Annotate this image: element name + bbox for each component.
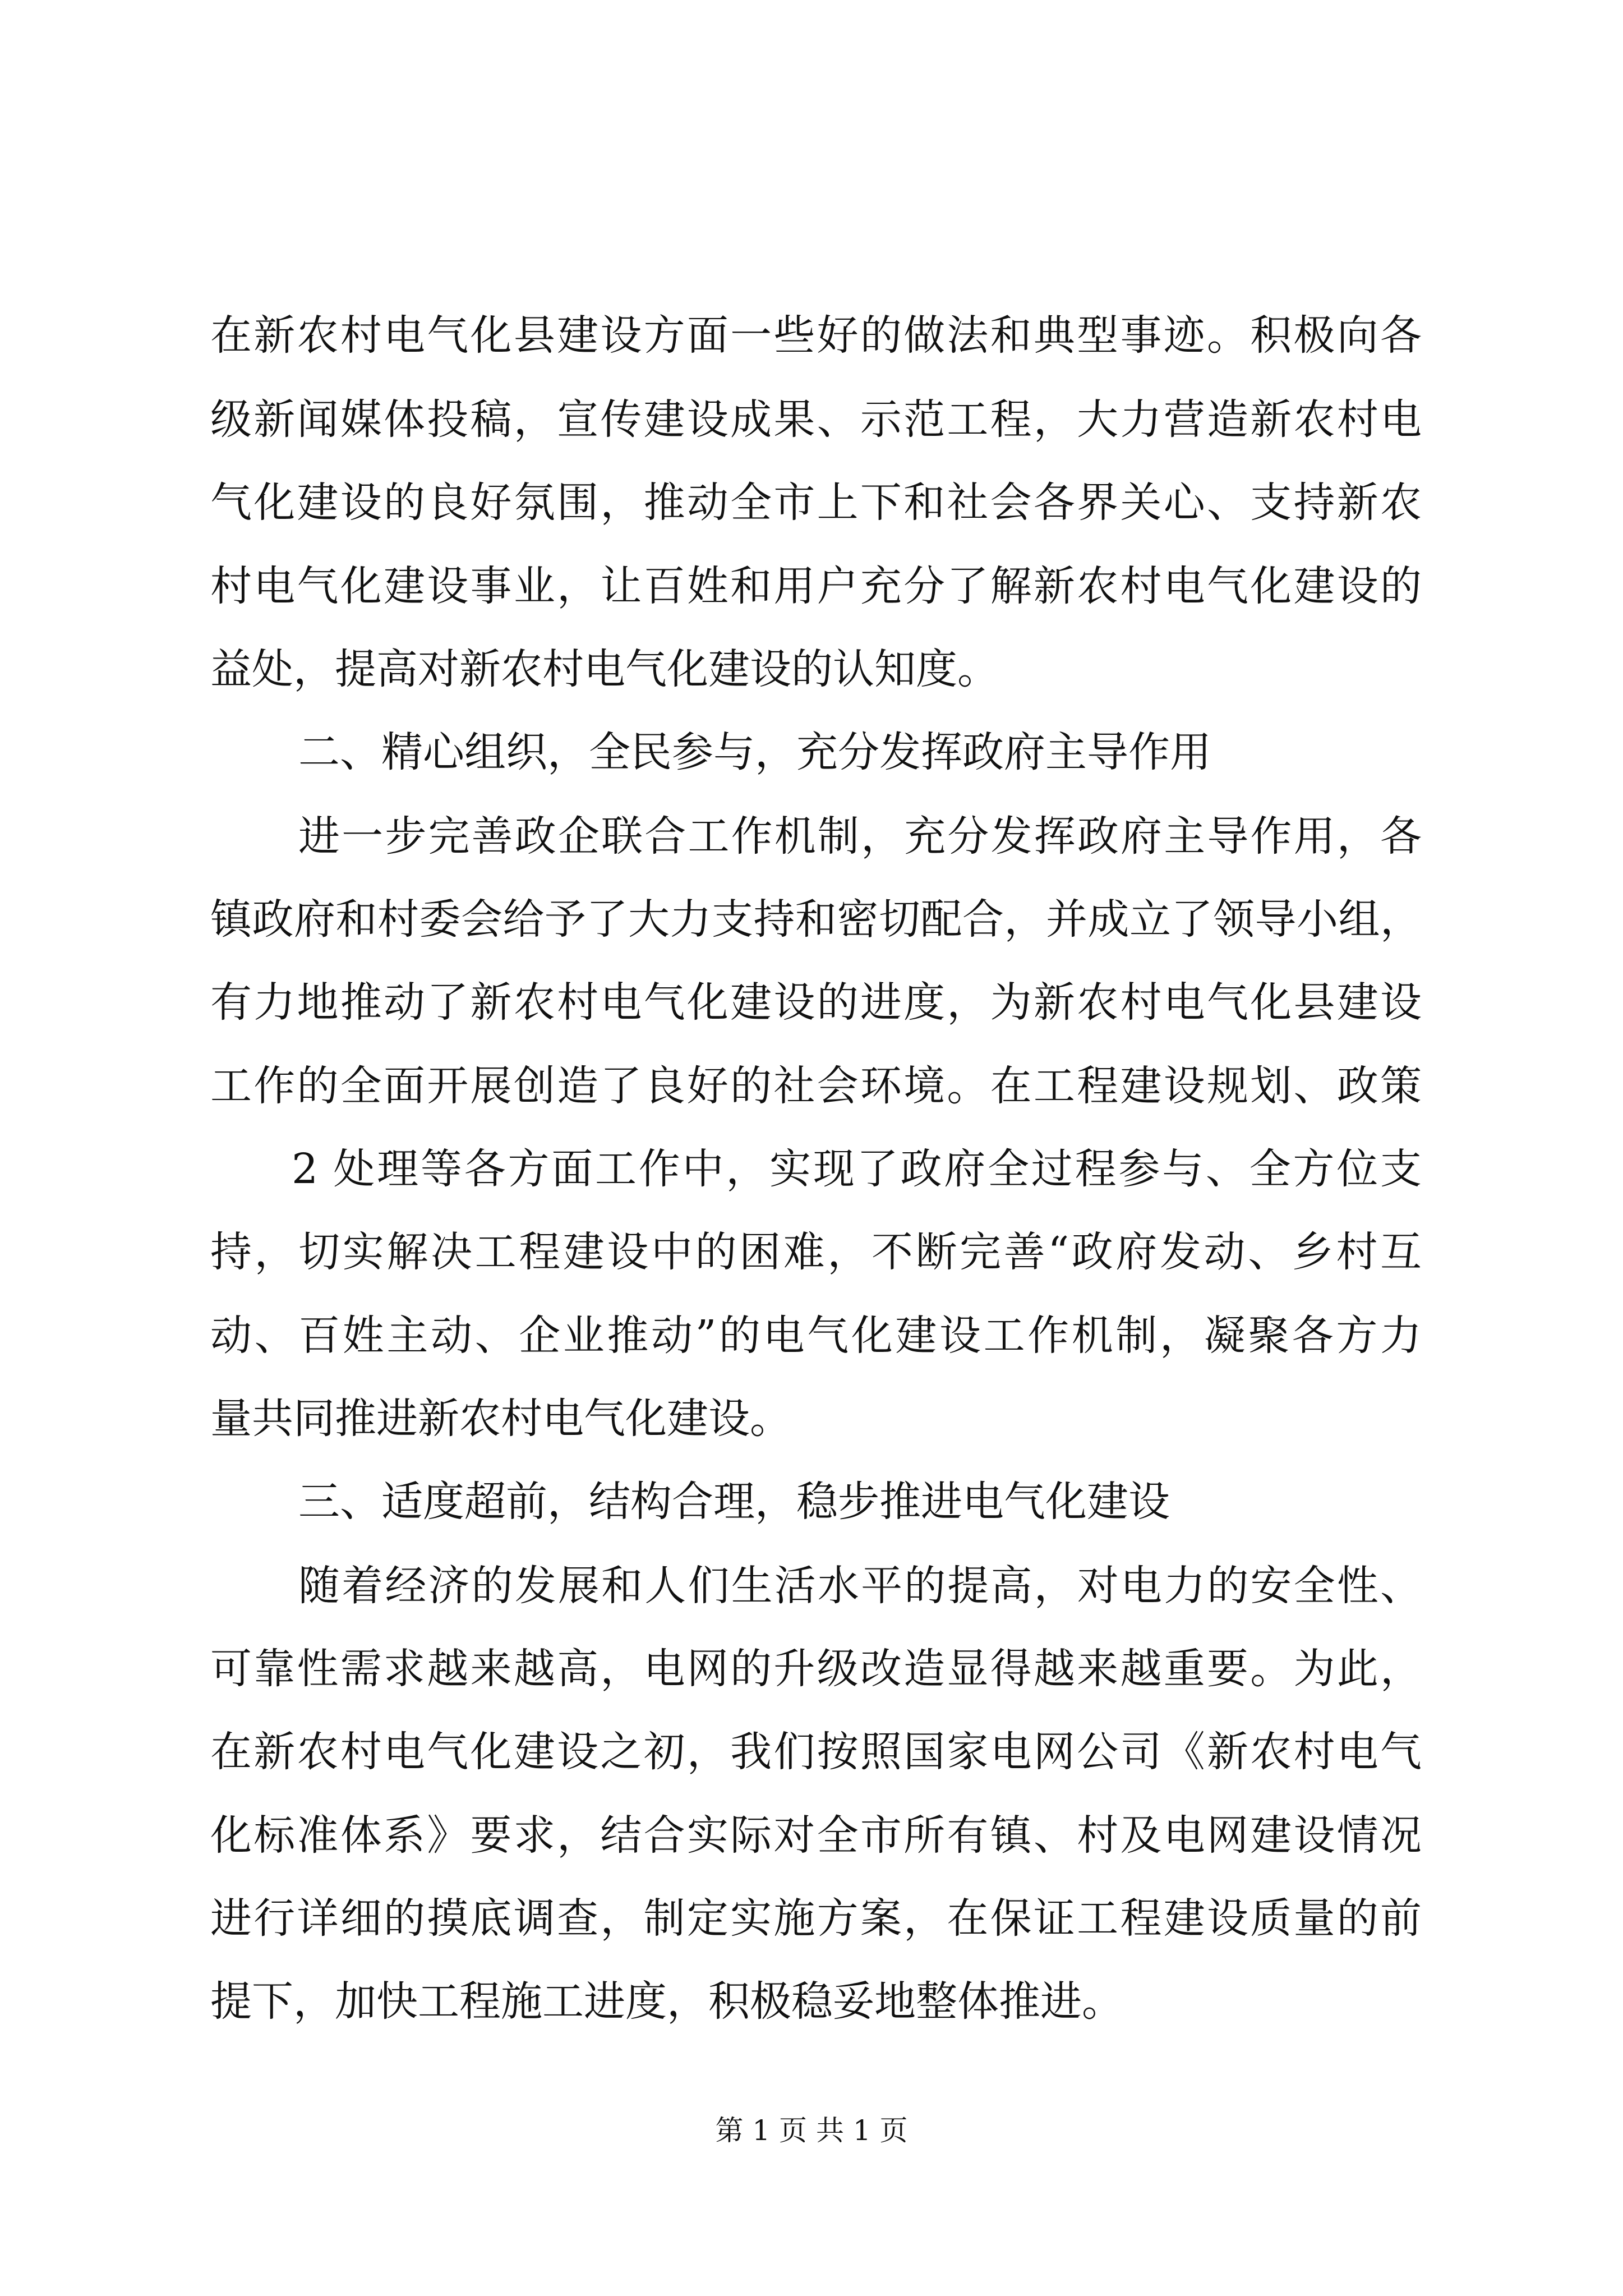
paragraph-line: 在新农村电气化建设之初，我们按照国家电网公司《新农村电气	[210, 1728, 1422, 1776]
paragraph-line: 有力地推动了新农村电气化建设的进度，为新农村电气化县建设	[210, 978, 1422, 1027]
paragraph-line: 可靠性需求越来越高，电网的升级改造显得越来越重要。为此，	[210, 1645, 1422, 1693]
paragraph-line: 持，切实解决工程建设中的困难，不断完善“政府发动、乡村互	[210, 1228, 1422, 1276]
paragraph-line: 村电气化建设事业，让百姓和用户充分了解新农村电气化建设的	[210, 562, 1422, 610]
paragraph-line: 化标准体系》要求，结合实际对全市所有镇、村及电网建设情况	[210, 1811, 1422, 1860]
paragraph-line: 级新闻媒体投稿，宣传建设成果、示范工程，大力营造新农村电	[210, 395, 1422, 444]
paragraph-line: 提下，加快工程施工进度，积极稳妥地整体推进。	[210, 1977, 1123, 2026]
paragraph-line: 工作的全面开展创造了良好的社会环境。在工程建设规划、政策	[210, 1062, 1422, 1110]
paragraph-line: 量共同推进新农村电气化建设。	[210, 1395, 791, 1443]
paragraph-line: 2 处理等各方面工作中，实现了政府全过程参与、全方位支	[292, 1145, 1422, 1193]
paragraph-line: 气化建设的良好氛围，推动全市上下和社会各界关心、支持新农	[210, 478, 1422, 527]
paragraph-line: 随着经济的发展和人们生活水平的提高，对电力的安全性、	[298, 1562, 1422, 1610]
paragraph-line: 动、百姓主动、企业推动”的电气化建设工作机制，凝聚各方力	[210, 1312, 1422, 1360]
paragraph-line: 进一步完善政企联合工作机制，充分发挥政府主导作用，各	[298, 812, 1422, 861]
section-heading: 二、精心组织，全民参与，充分发挥政府主导作用	[298, 728, 1211, 776]
paragraph-line: 在新农村电气化县建设方面一些好的做法和典型事迹。积极向各	[210, 311, 1422, 360]
paragraph-line: 进行详细的摸底调查，制定实施方案，在保证工程建设质量的前	[210, 1894, 1422, 1943]
paragraph-line: 益处，提高对新农村电气化建设的认知度。	[210, 645, 999, 693]
page-footer: 第 1 页 共 1 页	[715, 2114, 908, 2147]
paragraph-line: 镇政府和村委会给予了大力支持和密切配合，并成立了领导小组，	[210, 895, 1422, 944]
section-heading: 三、适度超前，结构合理，稳步推进电气化建设	[298, 1478, 1170, 1526]
